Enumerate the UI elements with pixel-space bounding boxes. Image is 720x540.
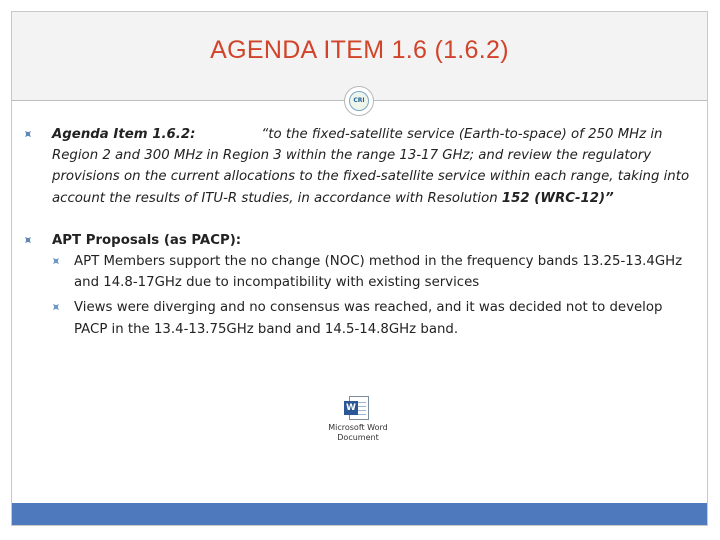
- slide-body: [24, 124, 694, 340]
- attachment-label-line1: Microsoft Word: [328, 423, 388, 432]
- agenda-item-text-line1: “to the fixed-satellite service (Earth-to-space) of 250 MHz in: [261, 127, 663, 142]
- bullet-marker-icon: ⯍: [24, 128, 32, 141]
- agenda-item-lead: Agenda Item 1.6.2:: [52, 127, 196, 142]
- organization-logo: [344, 86, 374, 116]
- subbullet-text: Views were diverging and no consensus was reached, and it was decided not to develop PACP in the 13.4-13.75GHz band and 14.5-14.8GHz band.: [74, 300, 663, 337]
- logo-emblem: CRI: [349, 91, 369, 111]
- bullet-marker-icon: ⯍: [24, 233, 32, 247]
- agenda-item-text: Region 2 and 300 MHz in Region 3 within the range 13-17 GHz; and review the regulatory provisions on the current allocations to the fixed-satellite service within each range, taking into account the results of ITU‑R studies, in accordance with Resolution: [52, 148, 690, 206]
- attachment-label-line2: Document: [337, 433, 379, 442]
- resolution-reference: 152 (WRC‑12)”: [501, 190, 614, 206]
- word-document-label[interactable]: [308, 423, 408, 443]
- slide-title: AGENDA ITEM 1.6 (1.6.2): [210, 36, 509, 64]
- subbullet-no-consensus: [24, 297, 694, 339]
- apt-proposals-lead: APT Proposals (as PACP):: [52, 232, 242, 248]
- bullet-apt-proposals: [24, 230, 694, 251]
- footer-bar: [12, 503, 707, 525]
- subbullet-text: APT Members support the no change (NOC) method in the frequency bands 13.25-13.4GHz and 14.8-17GHz due to incompatibility with existing services: [74, 254, 683, 291]
- subbullet-noc-support: [24, 251, 694, 293]
- subbullet-marker-icon: ⯍: [52, 255, 60, 269]
- bullet-agenda-item: [24, 124, 694, 209]
- subbullet-marker-icon: ⯍: [52, 301, 60, 315]
- word-badge-icon: W: [344, 401, 358, 415]
- word-document-icon[interactable]: [344, 396, 370, 420]
